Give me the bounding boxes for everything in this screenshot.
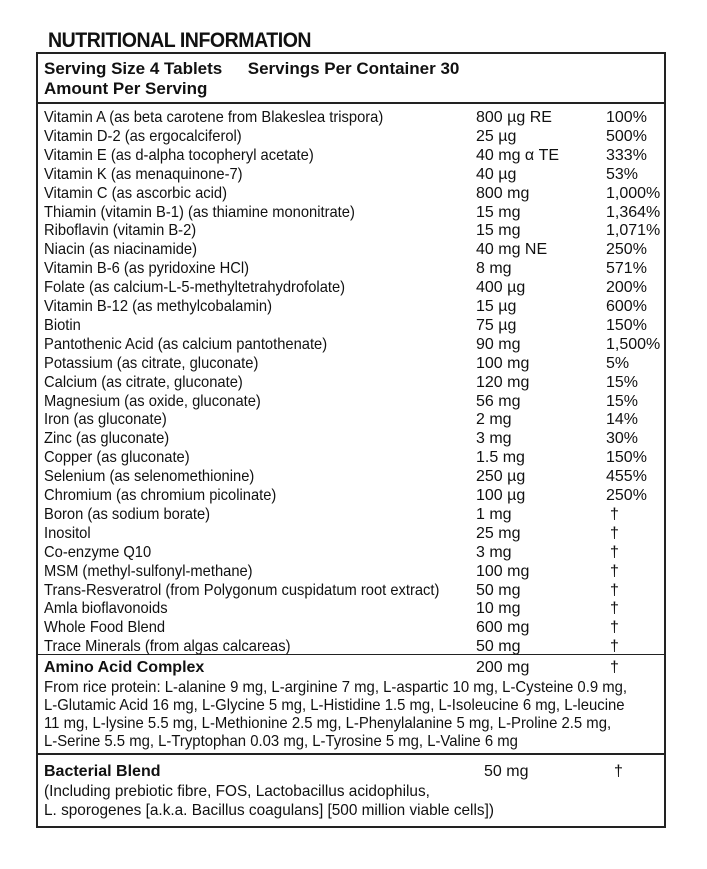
nutrient-row — [44, 335, 664, 354]
nutrient-name: Vitamin A (as beta carotene from Blakeslea trispora) — [44, 109, 384, 126]
nutrient-name: Selenium (as selenomethionine) — [44, 468, 255, 486]
nutrient-amount: 800 mg — [476, 184, 530, 202]
nutrient-daily-value: † — [610, 524, 619, 542]
nutrient-name: Zinc (as gluconate) — [44, 430, 170, 448]
nutrient-row — [44, 373, 664, 392]
nutrient-daily-value: 1,071% — [606, 222, 661, 240]
amino-acid-description — [44, 679, 628, 751]
nutrient-name: Magnesium (as oxide, gluconate) — [44, 392, 261, 410]
nutrient-name: Copper (as gluconate) — [44, 449, 190, 467]
amino-acid-amount: 200 mg — [476, 659, 530, 676]
nutrient-amount: 40 µg — [476, 165, 517, 183]
nutrient-amount: 100 mg — [476, 562, 530, 580]
nutrient-amount: 8 mg — [476, 260, 512, 278]
nutrient-daily-value: † — [610, 543, 619, 561]
nutrient-row — [44, 543, 664, 562]
nutrient-daily-value: 250% — [606, 487, 647, 504]
page-title: NUTRITIONAL INFORMATION — [48, 29, 312, 52]
amino-line: L-Glutamic Acid 16 mg, L-Glycine 5 mg, L-Histidine 1.5 mg, L-Isoleucine 6 mg, L-leucine — [44, 697, 625, 714]
amino-divider — [38, 654, 664, 655]
nutrient-daily-value: 1,000% — [606, 184, 661, 202]
nutrient-row — [44, 581, 664, 600]
nutrient-row — [44, 467, 664, 486]
nutrient-name: Biotin — [44, 316, 81, 334]
nutrient-amount: 2 mg — [476, 411, 512, 429]
nutrient-daily-value: 600% — [606, 298, 647, 315]
bacterial-blend-description — [44, 782, 639, 820]
nutrient-row — [44, 486, 664, 505]
bacterial-divider — [38, 753, 664, 755]
nutrient-row — [44, 108, 664, 127]
nutrient-row — [44, 203, 664, 222]
nutrient-row — [44, 259, 664, 278]
nutrient-name: Co-enzyme Q10 — [44, 543, 152, 561]
nutrient-name: Vitamin D-2 (as ergocalciferol) — [44, 127, 242, 145]
nutrient-name: Vitamin E (as d-alpha tocopheryl acetate) — [44, 146, 314, 164]
nutrient-name: Vitamin B-6 (as pyridoxine HCl) — [44, 260, 250, 278]
nutrient-amount: 120 mg — [476, 373, 530, 391]
nutrient-amount: 1 mg — [476, 505, 512, 523]
nutrient-daily-value: 200% — [606, 279, 647, 297]
nutrient-amount: 50 mg — [476, 638, 521, 656]
amino-line: 11 mg, L-lysine 5.5 mg, L-Methionine 2.5 mg, L-Phenylalanine 5 mg, L-Proline 2.5 mg, — [44, 715, 612, 732]
nutrient-daily-value: 571% — [606, 260, 647, 278]
nutrient-amount: 100 mg — [476, 354, 530, 372]
nutrient-name: Whole Food Blend — [44, 619, 166, 637]
servings-per-container: Servings Per Container 30 — [247, 59, 460, 78]
nutrient-amount: 90 mg — [476, 335, 521, 353]
nutrient-daily-value: 1,364% — [606, 203, 661, 221]
nutrient-daily-value: 53% — [606, 165, 639, 183]
nutrient-amount: 1.5 mg — [476, 449, 525, 467]
nutrient-row — [44, 297, 664, 316]
nutrient-name: Thiamin (vitamin B-1) (as thiamine mononitrate) — [44, 203, 355, 221]
nutrient-name: Boron (as sodium borate) — [44, 505, 211, 523]
nutrient-amount: 40 mg NE — [476, 241, 548, 259]
nutrient-amount: 15 mg — [476, 222, 521, 240]
nutrient-daily-value: 15% — [606, 373, 639, 391]
nutrient-daily-value: † — [610, 619, 619, 637]
header-divider — [38, 102, 664, 104]
nutrition-panel — [36, 52, 666, 828]
nutrient-amount: 56 mg — [476, 392, 521, 410]
nutrient-daily-value: 150% — [606, 316, 647, 334]
nutrient-amount: 400 µg — [476, 279, 526, 297]
nutrient-amount: 15 µg — [476, 298, 517, 315]
nutrient-daily-value: 30% — [606, 430, 639, 448]
nutrient-row — [44, 448, 664, 467]
nutrient-name: Trans-Resveratrol (from Polygonum cuspidatum root extract) — [44, 581, 440, 599]
nutrient-row — [44, 392, 664, 411]
nutrient-amount: 25 mg — [476, 524, 521, 542]
amino-line: From rice protein: L-alanine 9 mg, L-arginine 7 mg, L-aspartic 10 mg, L-Cysteine 0.9 mg, — [44, 679, 628, 696]
nutrient-daily-value: † — [610, 600, 619, 618]
nutrient-daily-value: 250% — [606, 241, 647, 259]
nutrient-name: Riboflavin (vitamin B-2) — [44, 222, 197, 240]
nutrient-amount: 10 mg — [476, 600, 521, 618]
nutrient-daily-value: † — [610, 581, 619, 599]
nutrient-name: Amla bioflavonoids — [44, 600, 168, 618]
bacterial-line: (Including prebiotic fibre, FOS, Lactobacillus acidophilus, — [44, 783, 430, 800]
nutrient-daily-value: 1,500% — [606, 335, 661, 353]
amino-acid-dv: † — [610, 659, 619, 676]
nutrient-row — [44, 184, 664, 203]
nutrient-row — [44, 354, 664, 373]
serving-line — [44, 59, 459, 79]
nutrient-amount: 15 mg — [476, 203, 521, 221]
nutrient-row — [44, 524, 664, 543]
nutrient-amount: 3 mg — [476, 543, 512, 561]
nutrient-row — [44, 278, 664, 297]
nutrient-amount: 50 mg — [476, 581, 521, 599]
nutrient-amount: 100 µg — [476, 487, 526, 504]
nutrient-row — [44, 240, 664, 259]
nutrient-name: Calcium (as citrate, gluconate) — [44, 373, 243, 391]
amino-acid-row — [44, 658, 664, 677]
bacterial-blend-name: Bacterial Blend — [44, 763, 161, 780]
nutrient-row — [44, 146, 664, 165]
nutrient-amount: 600 mg — [476, 619, 530, 637]
nutrient-daily-value: 100% — [606, 109, 647, 126]
nutrient-row — [44, 316, 664, 335]
nutrient-daily-value: 14% — [606, 411, 639, 429]
nutrient-name: Niacin (as niacinamide) — [44, 241, 197, 259]
nutrient-daily-value: 150% — [606, 449, 647, 467]
bacterial-line: L. sporogenes [a.k.a. Bacillus coagulans] [500 million viable cells]) — [44, 802, 494, 819]
nutrient-amount: 25 µg — [476, 127, 517, 145]
nutrient-amount: 800 µg RE — [476, 109, 552, 126]
nutrient-row — [44, 562, 664, 581]
bacterial-blend-dv: † — [614, 763, 623, 780]
nutrient-daily-value: 455% — [606, 468, 647, 486]
nutrient-name: Vitamin C (as ascorbic acid) — [44, 184, 227, 202]
bacterial-blend-row — [44, 762, 664, 781]
amount-per-serving-label: Amount Per Serving — [44, 79, 208, 98]
nutrient-name: Trace Minerals (from algas calcareas) — [44, 638, 291, 656]
serving-size: Serving Size 4 Tablets — [44, 59, 223, 78]
nutrient-name: Folate (as calcium-L-5-methyltetrahydrofolate) — [44, 279, 346, 297]
nutrient-row — [44, 127, 664, 146]
nutrient-name: Potassium (as citrate, gluconate) — [44, 354, 259, 372]
nutrient-name: Vitamin K (as menaquinone-7) — [44, 165, 243, 183]
nutrient-row — [44, 599, 664, 618]
nutrient-name: MSM (methyl-sulfonyl-methane) — [44, 562, 253, 580]
nutrient-daily-value: 5% — [606, 354, 630, 372]
nutrient-daily-value: † — [610, 505, 619, 523]
nutrient-amount: 75 µg — [476, 316, 517, 334]
nutrient-name: Inositol — [44, 524, 91, 542]
nutrient-row — [44, 410, 664, 429]
nutrient-row — [44, 505, 664, 524]
nutrient-row — [44, 221, 664, 240]
nutrient-daily-value: † — [610, 562, 619, 580]
bacterial-blend-amount: 50 mg — [484, 763, 529, 780]
nutrient-name: Pantothenic Acid (as calcium pantothenate) — [44, 335, 328, 353]
nutrient-row — [44, 165, 664, 184]
nutrient-daily-value: † — [610, 638, 619, 656]
nutrient-row — [44, 429, 664, 448]
nutrient-name: Vitamin B-12 (as methylcobalamin) — [44, 298, 272, 315]
nutrient-daily-value: 333% — [606, 146, 647, 164]
nutrient-name: Iron (as gluconate) — [44, 411, 167, 429]
nutrient-amount: 3 mg — [476, 430, 512, 448]
nutrient-row — [44, 618, 664, 637]
nutrient-amount: 250 µg — [476, 468, 526, 486]
nutrient-name: Chromium (as chromium picolinate) — [44, 487, 277, 504]
nutrient-daily-value: 15% — [606, 392, 639, 410]
nutrient-amount: 40 mg α TE — [476, 146, 560, 164]
nutrient-daily-value: 500% — [606, 127, 647, 145]
amino-line: L-Serine 5.5 mg, L-Tryptophan 0.03 mg, L-Tyrosine 5 mg, L-Valine 6 mg — [44, 733, 518, 750]
amino-acid-name: Amino Acid Complex — [44, 659, 205, 676]
